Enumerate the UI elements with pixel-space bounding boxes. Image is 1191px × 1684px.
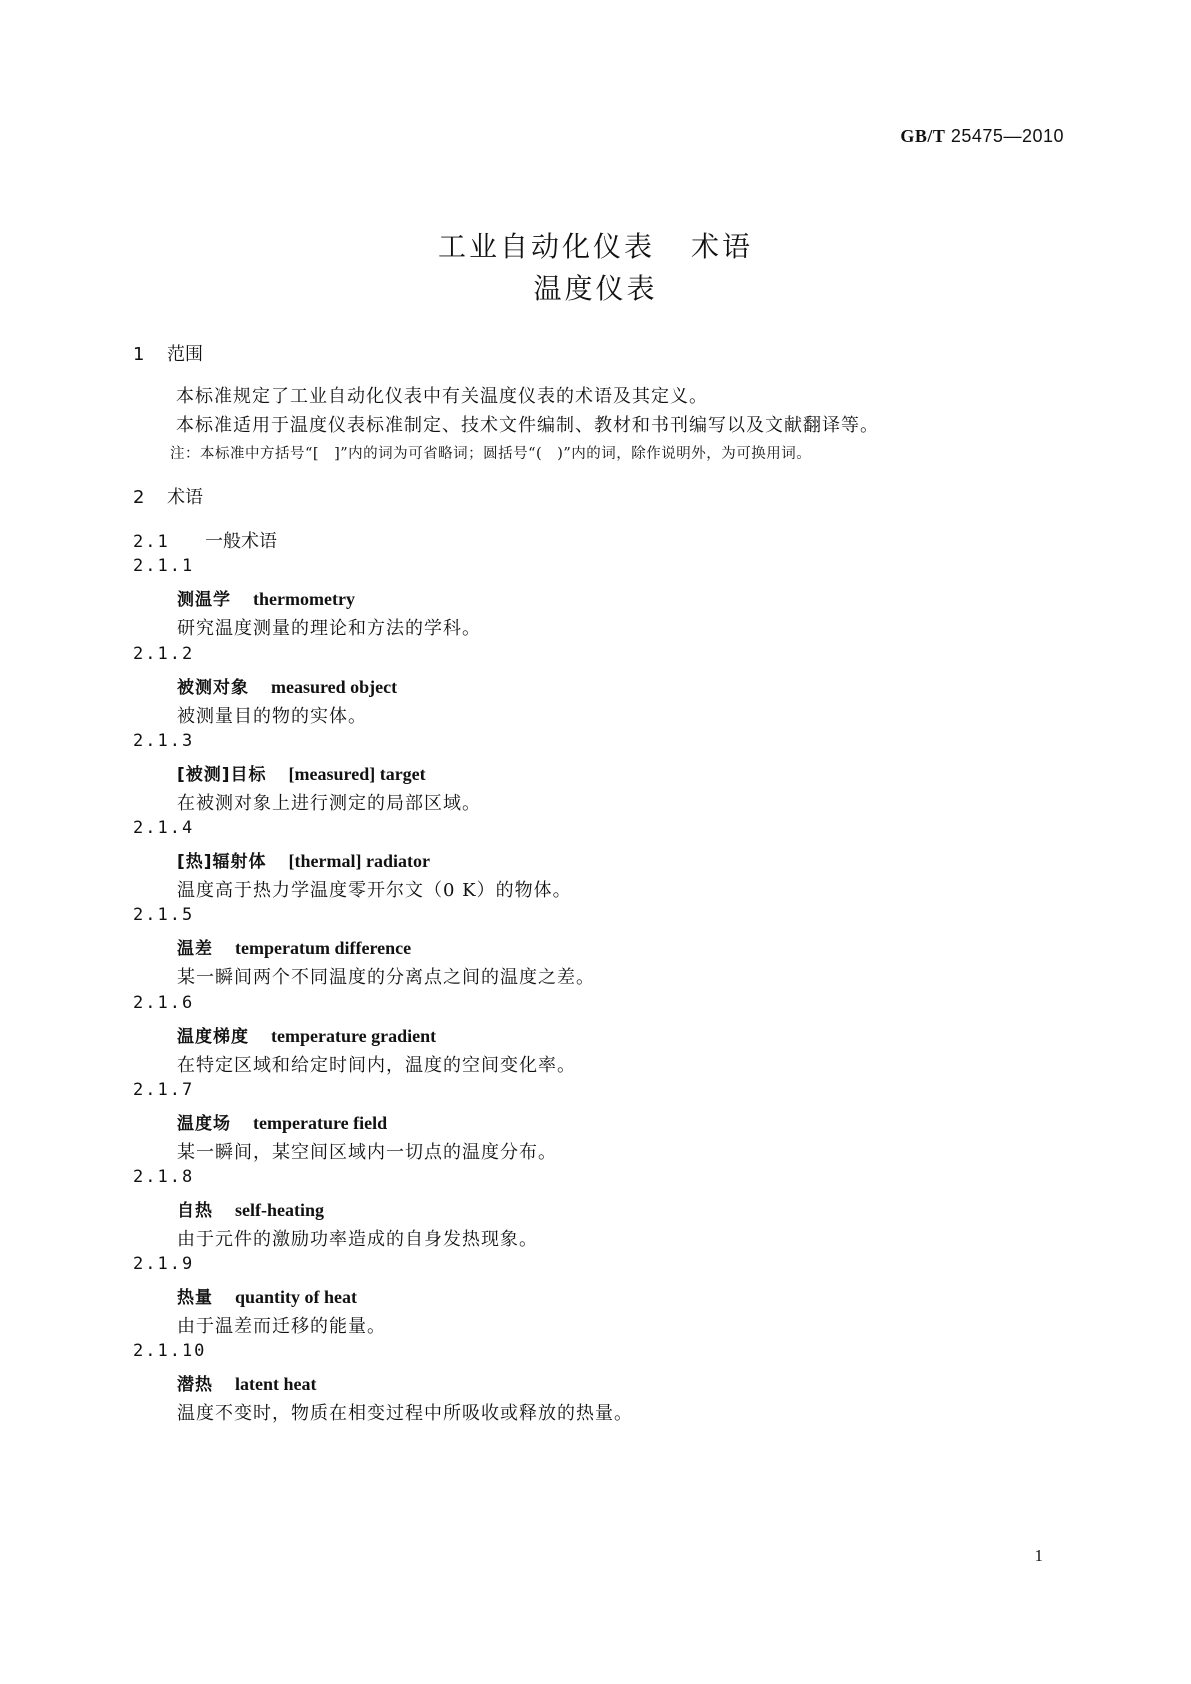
term-entry bbox=[177, 1022, 436, 1047]
section-title: 术语 bbox=[167, 487, 203, 508]
term-entry bbox=[177, 1370, 316, 1395]
term-zh: 温度场 bbox=[177, 1114, 231, 1134]
term-en: thermometry bbox=[253, 589, 355, 609]
term-number: 2.1.6 bbox=[133, 993, 195, 1013]
term-entry bbox=[177, 847, 430, 872]
term-entry bbox=[177, 1196, 324, 1221]
term-entry bbox=[177, 1283, 357, 1308]
term-number: 2.1.1 bbox=[133, 556, 195, 576]
term-zh: [被测]目标 bbox=[177, 765, 267, 785]
term-definition: 被测量目的物的实体。 bbox=[177, 706, 367, 727]
clause-title: 一般术语 bbox=[205, 531, 277, 552]
term-zh: 潜热 bbox=[177, 1375, 213, 1395]
term-definition: 由于元件的激励功率造成的自身发热现象。 bbox=[177, 1229, 538, 1250]
term-definition: 某一瞬间，某空间区域内一切点的温度分布。 bbox=[177, 1142, 557, 1163]
title-sub: 术语 bbox=[691, 230, 754, 263]
term-entry bbox=[177, 760, 426, 785]
term-zh: 被测对象 bbox=[177, 678, 249, 698]
title-line-1 bbox=[0, 226, 1191, 268]
term-number: 2.1.3 bbox=[133, 731, 195, 751]
term-entry bbox=[177, 1109, 387, 1134]
term-number: 2.1.9 bbox=[133, 1254, 195, 1274]
clause-2-1-heading bbox=[133, 527, 277, 553]
term-en: temperatum difference bbox=[235, 938, 412, 958]
term-en: temperature gradient bbox=[271, 1026, 437, 1046]
section-number: 2 bbox=[133, 487, 145, 508]
term-definition: 在被测对象上进行测定的局部区域。 bbox=[177, 793, 481, 814]
term-definition: 由于温差而迁移的能量。 bbox=[177, 1316, 386, 1337]
term-en: [thermal] radiator bbox=[288, 851, 430, 871]
section-1-heading bbox=[133, 340, 203, 366]
term-zh: 温度梯度 bbox=[177, 1027, 249, 1047]
document-title bbox=[0, 226, 1191, 310]
scope-note: 注：本标准中方括号“[ ]”内的词为可省略词；圆括号“( )”内的词，除作说明外，为可换用词。 bbox=[170, 446, 812, 462]
term-definition: 在特定区域和给定时间内，温度的空间变化率。 bbox=[177, 1055, 576, 1076]
scope-paragraph: 本标准规定了工业自动化仪表中有关温度仪表的术语及其定义。 bbox=[176, 386, 708, 407]
scope-paragraph: 本标准适用于温度仪表标准制定、技术文件编制、教材和书刊编写以及文献翻译等。 bbox=[176, 415, 879, 436]
section-title: 范围 bbox=[167, 344, 203, 365]
title-main: 工业自动化仪表 bbox=[437, 230, 655, 263]
term-definition: 温度高于热力学温度零开尔文（0 K）的物体。 bbox=[177, 880, 572, 901]
term-number: 2.1.10 bbox=[133, 1341, 207, 1361]
term-zh: 自热 bbox=[177, 1201, 213, 1221]
term-zh: 温差 bbox=[177, 939, 213, 959]
term-en: measured object bbox=[271, 677, 398, 697]
section-2-heading bbox=[133, 483, 203, 509]
term-zh: 测温学 bbox=[177, 590, 231, 610]
standard-prefix: GB/T bbox=[900, 126, 946, 146]
term-definition: 某一瞬间两个不同温度的分离点之间的温度之差。 bbox=[177, 967, 595, 988]
standard-code bbox=[900, 126, 1064, 147]
title-line-2: 温度仪表 bbox=[533, 272, 658, 305]
term-en: quantity of heat bbox=[235, 1287, 358, 1307]
term-number: 2.1.4 bbox=[133, 818, 195, 838]
term-entry bbox=[177, 673, 397, 698]
term-en: [measured] target bbox=[288, 764, 426, 784]
term-entry bbox=[177, 585, 355, 610]
term-en: self-heating bbox=[235, 1200, 324, 1220]
term-zh: 热量 bbox=[177, 1288, 213, 1308]
clause-number: 2.1 bbox=[133, 532, 170, 552]
standard-number: 25475—2010 bbox=[950, 126, 1064, 146]
term-en: temperature field bbox=[253, 1113, 388, 1133]
term-entry bbox=[177, 934, 411, 959]
term-definition: 温度不变时，物质在相变过程中所吸收或释放的热量。 bbox=[177, 1403, 633, 1424]
term-number: 2.1.2 bbox=[133, 644, 195, 664]
term-number: 2.1.7 bbox=[133, 1080, 195, 1100]
term-definition: 研究温度测量的理论和方法的学科。 bbox=[177, 618, 481, 639]
term-number: 2.1.5 bbox=[133, 905, 195, 925]
page-number: 1 bbox=[1034, 1546, 1043, 1565]
term-zh: [热]辐射体 bbox=[177, 852, 267, 872]
term-number: 2.1.8 bbox=[133, 1167, 195, 1187]
term-en: latent heat bbox=[235, 1374, 317, 1394]
section-number: 1 bbox=[133, 344, 145, 365]
